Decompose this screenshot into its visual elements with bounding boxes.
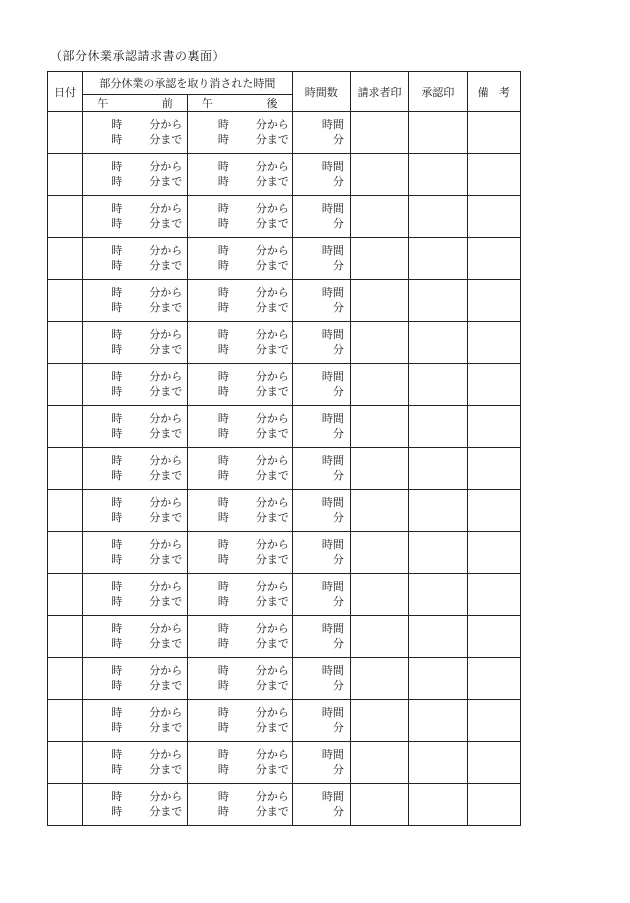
approval-seal-cell[interactable] bbox=[409, 574, 467, 616]
am-time-cell[interactable]: 時 分から 時 分まで bbox=[83, 658, 188, 700]
table-row bbox=[48, 154, 521, 196]
am-time-cell[interactable]: 時 分から 時 分まで bbox=[83, 616, 188, 658]
pm-time-cell[interactable]: 時 分から 時 分まで bbox=[187, 406, 292, 448]
approval-seal-cell[interactable] bbox=[409, 280, 467, 322]
date-cell[interactable] bbox=[48, 322, 83, 364]
pm-time-cell[interactable]: 時 分から 時 分まで bbox=[187, 616, 292, 658]
date-cell[interactable] bbox=[48, 490, 83, 532]
remarks-cell[interactable] bbox=[467, 532, 520, 574]
date-cell[interactable] bbox=[48, 154, 83, 196]
requester-seal-cell[interactable] bbox=[350, 616, 408, 658]
remarks-cell[interactable] bbox=[467, 322, 520, 364]
table-row bbox=[48, 238, 521, 280]
remarks-cell[interactable] bbox=[467, 490, 520, 532]
requester-seal-cell[interactable] bbox=[350, 154, 408, 196]
requester-seal-cell[interactable] bbox=[350, 700, 408, 742]
table-row bbox=[48, 658, 521, 700]
remarks-cell[interactable] bbox=[467, 616, 520, 658]
pm-time-cell[interactable]: 時 分から 時 分まで bbox=[187, 574, 292, 616]
remarks-cell[interactable] bbox=[467, 700, 520, 742]
pm-time-cell[interactable]: 時 分から 時 分まで bbox=[187, 238, 292, 280]
approval-seal-cell[interactable] bbox=[409, 196, 467, 238]
table-row bbox=[48, 784, 521, 826]
approval-seal-cell[interactable] bbox=[409, 112, 467, 154]
pm-time-cell[interactable]: 時 分から 時 分まで bbox=[187, 280, 292, 322]
date-cell[interactable] bbox=[48, 532, 83, 574]
pm-time-cell[interactable]: 時 分から 時 分まで bbox=[187, 154, 292, 196]
approval-seal-cell[interactable] bbox=[409, 700, 467, 742]
requester-seal-cell[interactable] bbox=[350, 364, 408, 406]
requester-seal-cell[interactable] bbox=[350, 784, 408, 826]
hours-cell[interactable]: 時間 分 bbox=[292, 532, 350, 574]
am-time-cell[interactable]: 時 分から 時 分まで bbox=[83, 154, 188, 196]
remarks-cell[interactable] bbox=[467, 742, 520, 784]
requester-seal-cell[interactable] bbox=[350, 658, 408, 700]
table-row bbox=[48, 280, 521, 322]
pm-time-cell[interactable]: 時 分から 時 分まで bbox=[187, 490, 292, 532]
requester-seal-cell[interactable] bbox=[350, 238, 408, 280]
page-title: （部分休業承認請求書の裏面） bbox=[50, 49, 226, 63]
am-time-cell[interactable]: 時 分から 時 分まで bbox=[83, 700, 188, 742]
approval-seal-cell[interactable] bbox=[409, 448, 467, 490]
cancelled-time-header: 部分休業の承認を取り消された時間 bbox=[83, 72, 292, 95]
requester-seal-cell[interactable] bbox=[350, 742, 408, 784]
am-time-cell[interactable]: 時 分から 時 分まで bbox=[83, 238, 188, 280]
hours-cell[interactable]: 時間 分 bbox=[292, 700, 350, 742]
hours-cell[interactable]: 時間 分 bbox=[292, 784, 350, 826]
date-cell[interactable] bbox=[48, 196, 83, 238]
am-header: 午 前 bbox=[83, 95, 188, 112]
date-cell[interactable] bbox=[48, 448, 83, 490]
hours-cell[interactable]: 時間 分 bbox=[292, 490, 350, 532]
approval-seal-cell[interactable] bbox=[409, 658, 467, 700]
table-row bbox=[48, 490, 521, 532]
remarks-cell[interactable] bbox=[467, 574, 520, 616]
remarks-cell[interactable] bbox=[467, 154, 520, 196]
pm-time-cell[interactable]: 時 分から 時 分まで bbox=[187, 658, 292, 700]
am-time-cell[interactable]: 時 分から 時 分まで bbox=[83, 364, 188, 406]
hours-header: 時間数 bbox=[292, 72, 350, 112]
requester-seal-cell[interactable] bbox=[350, 574, 408, 616]
hours-cell[interactable]: 時間 分 bbox=[292, 616, 350, 658]
requester-seal-cell[interactable] bbox=[350, 532, 408, 574]
requester-seal-cell[interactable] bbox=[350, 448, 408, 490]
table-row bbox=[48, 406, 521, 448]
hours-cell[interactable]: 時間 分 bbox=[292, 448, 350, 490]
am-time-cell[interactable]: 時 分から 時 分まで bbox=[83, 490, 188, 532]
hours-cell[interactable]: 時間 分 bbox=[292, 322, 350, 364]
date-cell[interactable] bbox=[48, 280, 83, 322]
approval-seal-cell[interactable] bbox=[409, 784, 467, 826]
am-time-cell[interactable]: 時 分から 時 分まで bbox=[83, 406, 188, 448]
am-time-cell[interactable]: 時 分から 時 分まで bbox=[83, 574, 188, 616]
am-time-cell[interactable]: 時 分から 時 分まで bbox=[83, 280, 188, 322]
remarks-cell[interactable] bbox=[467, 406, 520, 448]
table-row bbox=[48, 112, 521, 154]
pm-time-cell[interactable]: 時 分から 時 分まで bbox=[187, 364, 292, 406]
am-time-cell[interactable]: 時 分から 時 分まで bbox=[83, 322, 188, 364]
date-cell[interactable] bbox=[48, 658, 83, 700]
requester-seal-cell[interactable] bbox=[350, 406, 408, 448]
approval-seal-cell[interactable] bbox=[409, 154, 467, 196]
approval-seal-cell[interactable] bbox=[409, 532, 467, 574]
approval-seal-cell[interactable] bbox=[409, 616, 467, 658]
requester-seal-cell[interactable] bbox=[350, 322, 408, 364]
remarks-cell[interactable] bbox=[467, 238, 520, 280]
pm-header: 午 後 bbox=[187, 95, 292, 112]
date-cell[interactable] bbox=[48, 700, 83, 742]
requester-seal-cell[interactable] bbox=[350, 490, 408, 532]
remarks-header: 備 考 bbox=[467, 72, 520, 112]
am-time-cell[interactable]: 時 分から 時 分まで bbox=[83, 112, 188, 154]
table-row bbox=[48, 532, 521, 574]
approval-seal-cell[interactable] bbox=[409, 406, 467, 448]
record-rows bbox=[48, 112, 521, 826]
remarks-cell[interactable] bbox=[467, 280, 520, 322]
requester-seal-cell[interactable] bbox=[350, 280, 408, 322]
date-cell[interactable] bbox=[48, 112, 83, 154]
requester-seal-cell[interactable] bbox=[350, 112, 408, 154]
requester-seal-cell[interactable] bbox=[350, 196, 408, 238]
hours-cell[interactable]: 時間 分 bbox=[292, 196, 350, 238]
table-row bbox=[48, 742, 521, 784]
date-cell[interactable] bbox=[48, 238, 83, 280]
am-time-cell[interactable]: 時 分から 時 分まで bbox=[83, 448, 188, 490]
approval-seal-cell[interactable] bbox=[409, 322, 467, 364]
am-time-cell[interactable]: 時 分から 時 分まで bbox=[83, 196, 188, 238]
hours-cell[interactable]: 時間 分 bbox=[292, 658, 350, 700]
date-cell[interactable] bbox=[48, 364, 83, 406]
pm-time-cell[interactable]: 時 分から 時 分まで bbox=[187, 322, 292, 364]
date-cell[interactable] bbox=[48, 406, 83, 448]
table-row bbox=[48, 448, 521, 490]
hours-cell[interactable]: 時間 分 bbox=[292, 238, 350, 280]
date-cell[interactable] bbox=[48, 616, 83, 658]
approval-seal-cell[interactable] bbox=[409, 490, 467, 532]
date-cell[interactable] bbox=[48, 742, 83, 784]
am-time-cell[interactable]: 時 分から 時 分まで bbox=[83, 742, 188, 784]
hours-cell[interactable]: 時間 分 bbox=[292, 574, 350, 616]
hours-cell[interactable]: 時間 分 bbox=[292, 154, 350, 196]
approval-seal-header: 承認印 bbox=[409, 72, 467, 112]
date-cell[interactable] bbox=[48, 574, 83, 616]
remarks-cell[interactable] bbox=[467, 448, 520, 490]
hours-cell[interactable]: 時間 分 bbox=[292, 280, 350, 322]
remarks-cell[interactable] bbox=[467, 658, 520, 700]
approval-seal-cell[interactable] bbox=[409, 238, 467, 280]
pm-time-cell[interactable]: 時 分から 時 分まで bbox=[187, 448, 292, 490]
hours-cell[interactable]: 時間 分 bbox=[292, 406, 350, 448]
table-row bbox=[48, 322, 521, 364]
approval-seal-cell[interactable] bbox=[409, 742, 467, 784]
pm-time-cell[interactable]: 時 分から 時 分まで bbox=[187, 700, 292, 742]
pm-time-cell[interactable]: 時 分から 時 分まで bbox=[187, 112, 292, 154]
pm-time-cell[interactable]: 時 分から 時 分まで bbox=[187, 196, 292, 238]
pm-time-cell[interactable]: 時 分から 時 分まで bbox=[187, 742, 292, 784]
hours-cell[interactable]: 時間 分 bbox=[292, 364, 350, 406]
remarks-cell[interactable] bbox=[467, 364, 520, 406]
pm-time-cell[interactable]: 時 分から 時 分まで bbox=[187, 784, 292, 826]
hours-cell[interactable]: 時間 分 bbox=[292, 112, 350, 154]
date-header: 日付 bbox=[48, 72, 83, 112]
remarks-cell[interactable] bbox=[467, 112, 520, 154]
table-row bbox=[48, 364, 521, 406]
table-row bbox=[48, 574, 521, 616]
pm-time-cell[interactable]: 時 分から 時 分まで bbox=[187, 532, 292, 574]
requester-seal-header: 請求者印 bbox=[350, 72, 408, 112]
table-row bbox=[48, 700, 521, 742]
am-time-cell[interactable]: 時 分から 時 分まで bbox=[83, 532, 188, 574]
remarks-cell[interactable] bbox=[467, 196, 520, 238]
am-time-cell[interactable]: 時 分から 時 分まで bbox=[83, 784, 188, 826]
table-row bbox=[48, 196, 521, 238]
table-row bbox=[48, 616, 521, 658]
date-cell[interactable] bbox=[48, 784, 83, 826]
remarks-cell[interactable] bbox=[467, 784, 520, 826]
partial-leave-record-table bbox=[47, 71, 521, 826]
hours-cell[interactable]: 時間 分 bbox=[292, 742, 350, 784]
approval-seal-cell[interactable] bbox=[409, 364, 467, 406]
